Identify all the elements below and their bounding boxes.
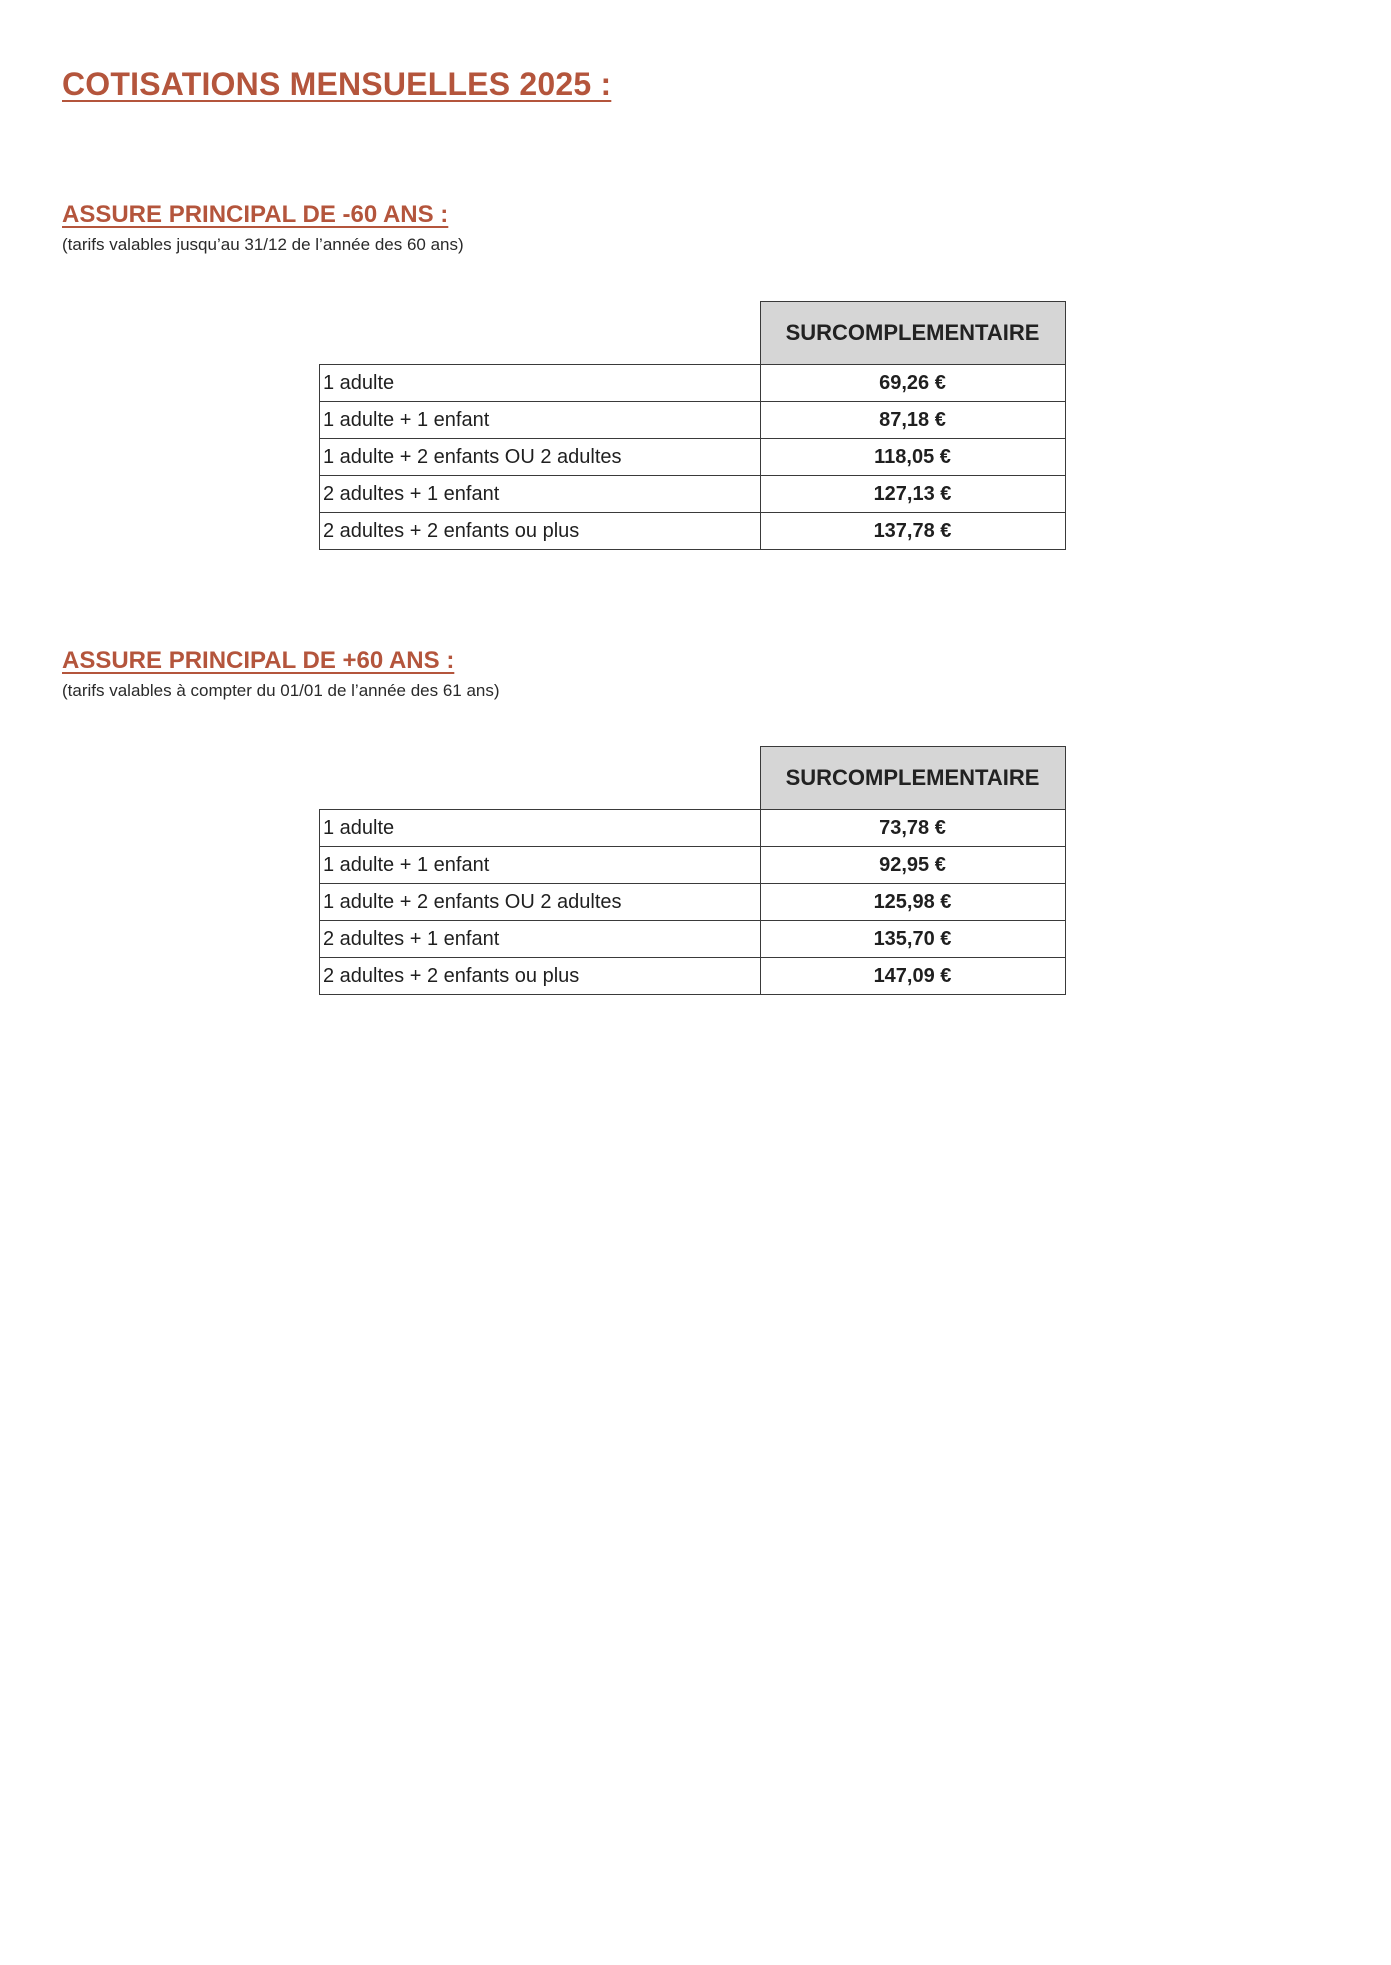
row-label: 1 adulte + 2 enfants OU 2 adultes (320, 884, 761, 921)
section-note-over-60: (tarifs valables à compter du 01/01 de l’année des 61 ans) (62, 681, 500, 700)
section-note-under-60: (tarifs valables jusqu’au 31/12 de l’année des 60 ans) (62, 235, 464, 254)
table-row (320, 884, 1066, 921)
table-row (320, 513, 1066, 550)
section-heading-over-60: ASSURE PRINCIPAL DE +60 ANS : (62, 647, 455, 674)
row-label: 1 adulte + 2 enfants OU 2 adultes (320, 439, 761, 476)
table-row (320, 439, 1066, 476)
row-label: 1 adulte (320, 810, 761, 847)
empty-header-cell (320, 747, 761, 810)
row-label: 2 adultes + 2 enfants ou plus (320, 958, 761, 995)
row-label: 2 adultes + 2 enfants ou plus (320, 513, 761, 550)
table-header-row (320, 747, 1066, 810)
page-title: COTISATIONS MENSUELLES 2025 : (62, 66, 612, 102)
table-row (320, 402, 1066, 439)
table-row (320, 847, 1066, 884)
row-price: 118,05 € (760, 439, 1065, 476)
section-heading-under-60: ASSURE PRINCIPAL DE -60 ANS : (62, 201, 449, 228)
row-label: 1 adulte (320, 365, 761, 402)
row-price: 127,13 € (760, 476, 1065, 513)
row-price: 135,70 € (760, 921, 1065, 958)
rates-table-over-60 (319, 746, 1066, 995)
row-price: 69,26 € (760, 365, 1065, 402)
row-label: 2 adultes + 1 enfant (320, 921, 761, 958)
column-header-surcomplementaire: SURCOMPLEMENTAIRE (760, 747, 1065, 810)
table-header-row (320, 302, 1066, 365)
row-label: 1 adulte + 1 enfant (320, 847, 761, 884)
row-price: 125,98 € (760, 884, 1065, 921)
row-label: 1 adulte + 1 enfant (320, 402, 761, 439)
row-price: 73,78 € (760, 810, 1065, 847)
row-price: 147,09 € (760, 958, 1065, 995)
row-label: 2 adultes + 1 enfant (320, 476, 761, 513)
column-header-surcomplementaire: SURCOMPLEMENTAIRE (760, 302, 1065, 365)
empty-header-cell (320, 302, 761, 365)
table-row (320, 476, 1066, 513)
row-price: 92,95 € (760, 847, 1065, 884)
table-row (320, 365, 1066, 402)
table-row (320, 958, 1066, 995)
row-price: 87,18 € (760, 402, 1065, 439)
table-row (320, 810, 1066, 847)
rates-table-under-60 (319, 301, 1066, 550)
table-row (320, 921, 1066, 958)
row-price: 137,78 € (760, 513, 1065, 550)
